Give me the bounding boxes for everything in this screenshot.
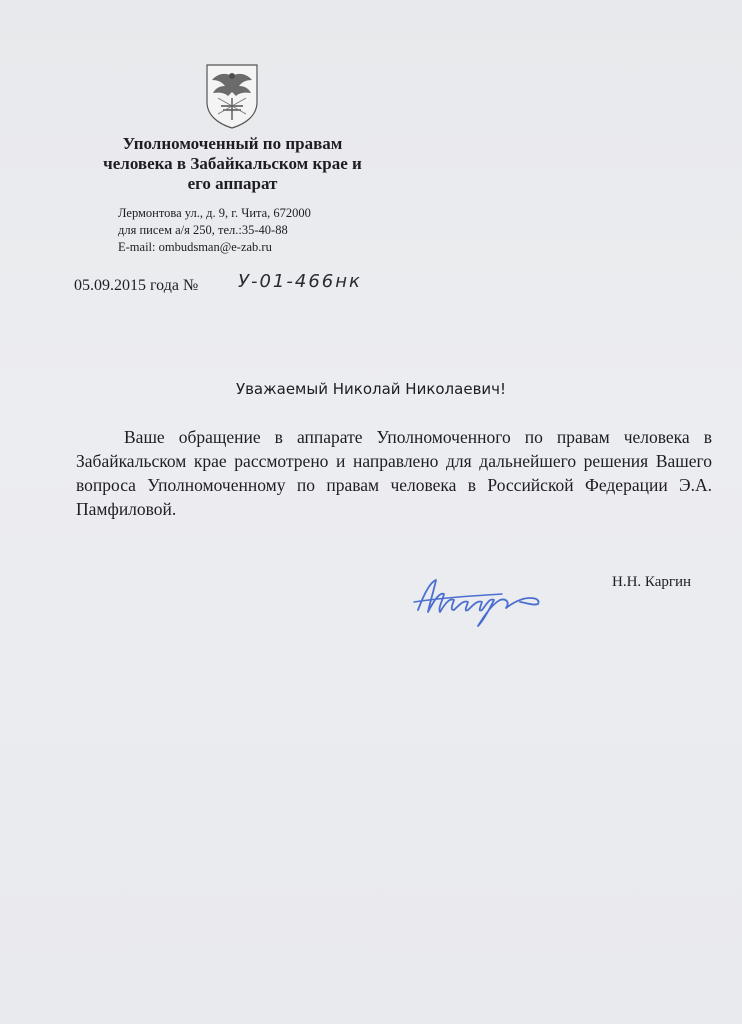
letter-greeting: Уважаемый Николай Николаевич! — [235, 380, 507, 398]
org-name-line: человека в Забайкальском крае и — [103, 154, 362, 173]
organization-name — [60, 134, 405, 194]
date-and-number-label: 05.09.2015 года № — [74, 277, 199, 294]
letter-body: Ваше обращение в аппарате Уполномоченного по правам человека в Забайкальском крае рассмотрено и направлено для дальнейшего решения Вашего вопроса Уполномоченному по правам человека в Российской Федерации Э.А. Памфиловой. — [76, 427, 712, 519]
address-line: Лермонтова ул., д. 9, г. Чита, 672000 — [118, 206, 311, 220]
email-line: E-mail: ombudsman@e-zab.ru — [118, 240, 272, 254]
address-line: для писем а/я 250, тел.:35-40-88 — [118, 223, 288, 237]
org-name-line: Уполномоченный по правам — [122, 134, 343, 153]
signer-name: Н.Н. Каргин — [612, 574, 692, 590]
organization-address — [118, 205, 311, 256]
handwritten-document-number: У-01-466нк — [238, 271, 362, 292]
org-name-line: его аппарат — [187, 174, 278, 193]
handwritten-signature — [410, 572, 555, 630]
coat-of-arms-icon — [203, 62, 261, 130]
